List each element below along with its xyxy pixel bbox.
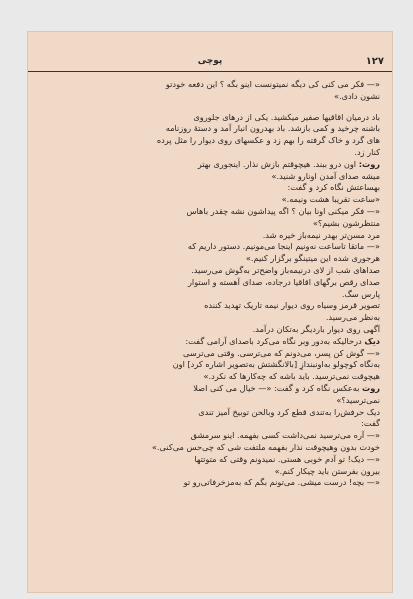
text-line: «— آره می‌ترسید نمی‌داشت کسی بفهمه. اینو سرمشق xyxy=(190,430,380,441)
speaker-name: روت: xyxy=(358,158,380,169)
dialogue: به‌عکس نگاه کرد و گفت: «— خیال می کنی اصلا xyxy=(193,382,362,393)
text-line: «— دیک! تو آدم خوبی هستی. نمیدونم وقتی که متوتتها xyxy=(194,453,380,464)
dialogue: درحالیکه به‌دور وبر نگاه می‌کرد باصدای آرامی گفت: xyxy=(185,335,365,346)
text-line: هرجوری شده این میتینگو برگزار کنیم.» xyxy=(245,253,380,264)
text-line: «ساعت تقریبا هشت ونیمه.» xyxy=(281,194,380,205)
text-line: به‌نظر می‌رسید. xyxy=(325,312,380,323)
text-line: باد درمیان اقاقیها صفیر میکشید. یکی از درهای جلوروی xyxy=(193,111,380,122)
text-line: مرد مسن‌تر بهدر نیمه‌باز خیره شد. xyxy=(262,229,380,240)
dialogue: اون درو ببند. هیچوقتم بازش نذار. اینجوری بهتر xyxy=(197,158,359,169)
text-line: نمی‌ترسید؟» xyxy=(336,394,380,405)
speaker-name: دیک xyxy=(364,335,380,346)
text-line: نشون دادی.» xyxy=(333,90,380,101)
text-line: «— فکر می کنی کی دیگه نمیتونست اینو بگه ؟ این دفعه خودتو xyxy=(165,79,380,89)
text-line: گفت: xyxy=(361,418,380,429)
text-line: «— بچه! درست میشی. می‌تونم بگم که به‌مزخرفاتی‌رو تو xyxy=(183,477,380,488)
text-line: «— گوش کن پسر، می‌دونم که می‌ترسی. وقتی می‌ترسی xyxy=(183,347,380,358)
text-line: میشه صدای آمدن اونارو شنید.» xyxy=(271,170,380,181)
running-title: پوچی xyxy=(197,56,223,66)
text-line: دیک حرفش‌را به‌تندی قطع کرد وبالحن توبیخ آمیز تندی xyxy=(198,406,380,417)
page-number: ۱۲۷ xyxy=(365,56,384,67)
text-line: به‌نگاه کوچولو به‌اونبندازِ [بالانگشتش به‌تصویر اشاره کرد] اون xyxy=(172,359,380,370)
page-header xyxy=(28,32,392,76)
text-line: خودت بدون وهیچوقت نذار بفهمه ملتفت شی که چی‌حس می‌کنی.» xyxy=(151,441,380,452)
text-line: صداهای شب از لای درنیمه‌باز واضح‌تر به‌گوش می‌رسید. xyxy=(191,264,380,275)
text-line: منتظرشون بشیم؟» xyxy=(312,217,380,228)
text-line xyxy=(40,336,380,348)
speaker-name: روت xyxy=(361,382,380,393)
text-line: «— ماتقا تاساعت نه‌ونیم اینجا می‌مونیم. دستور داریم که xyxy=(187,241,380,252)
header-rule xyxy=(28,71,392,72)
text-line: باشنه چرخید و کمی بازشد. باد بهدرون انبار آمد و دستهٔ روزنامه xyxy=(165,123,380,134)
text-line: هیچوقت نمی‌ترسید. باید باشه که چه‌کارها که نکرد.» xyxy=(203,371,380,382)
text-line xyxy=(40,159,380,171)
text-line: آگهی روی دیوار باردیگر به‌تکان درآمد. xyxy=(252,323,380,334)
text-line: صدای رقص برگهای اقاقیا درجاده، صدای آهسته و استوار xyxy=(187,276,380,287)
text-line: کنار زد. xyxy=(354,146,380,157)
text-line: پارس سگ. xyxy=(341,288,380,299)
text-line xyxy=(40,383,380,395)
page-body xyxy=(40,79,380,582)
text-line: بهساعتش نگاه کرد و گفت: xyxy=(287,182,380,193)
book-page xyxy=(28,32,392,592)
text-line: بیرون بفرستن باید چیکار کنم.» xyxy=(274,465,380,476)
text-line: های گرد و خاک گرفته را بهم زد و عکسهای روی دیوار را مثل پرده xyxy=(156,135,380,146)
text-line: تصویر قرمز وسیاه روی دیوار نیمه تاریک تهدید کننده xyxy=(204,300,380,311)
text-line: «— فکر میکنی اونا بیان ؟ اگه پیداشون نشه چقدر باهاس xyxy=(186,205,380,216)
